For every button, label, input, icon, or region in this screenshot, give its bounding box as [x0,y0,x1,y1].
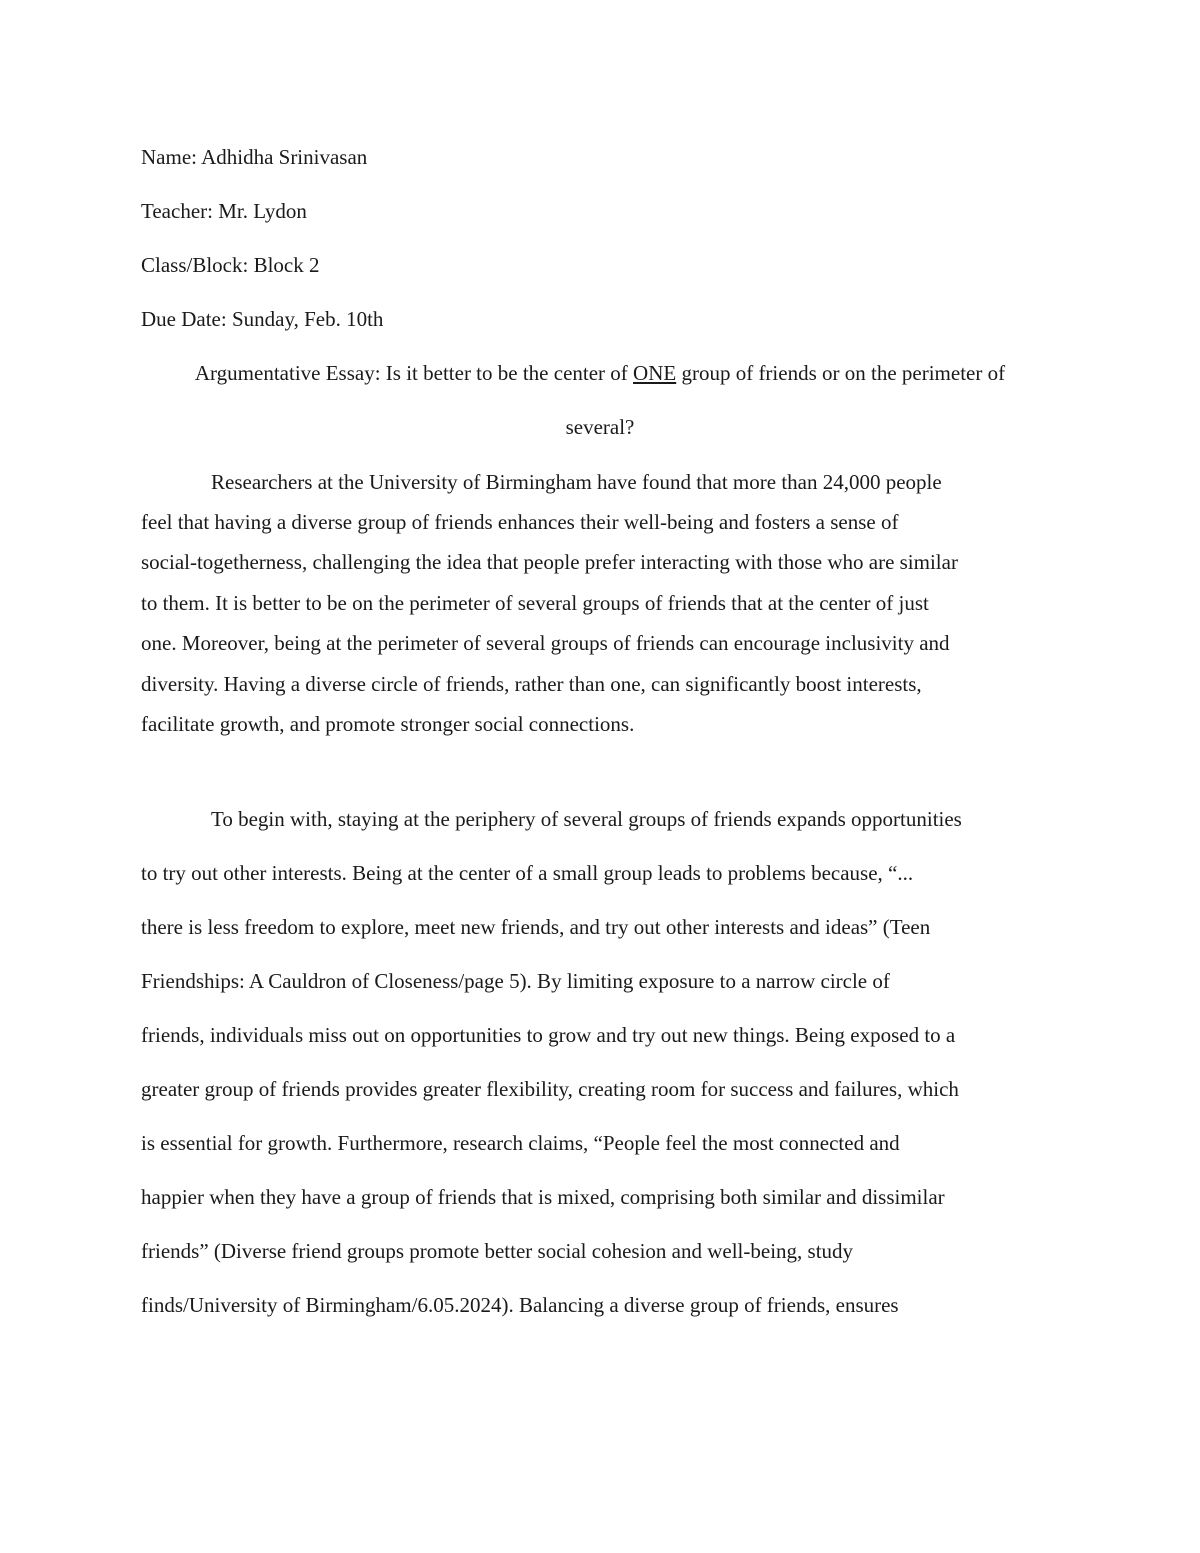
paragraph-line: friends” (Diverse friend groups promote better social cohesion and well-being, study [141,1239,854,1263]
essay-title-line2: several? [565,415,635,439]
paragraph-line: finds/University of Birmingham/6.05.2024). Balancing a diverse group of friends, ensures [141,1293,899,1317]
paragraph-line: facilitate growth, and promote stronger social connections. [141,712,635,736]
paragraph-line: to try out other interests. Being at the center of a small group leads to problems because, “... [141,861,914,885]
paragraph-line: is essential for growth. Furthermore, research claims, “People feel the most connected and [141,1131,900,1155]
paragraph-line: happier when they have a group of friends that is mixed, comprising both similar and dissimilar [141,1185,945,1209]
paragraph-line: greater group of friends provides greater flexibility, creating room for success and failures, which [141,1077,959,1101]
paragraph-line: social-togetherness, challenging the idea that people prefer interacting with those who are similar [141,550,958,574]
paragraph-line: Researchers at the University of Birmingham have found that more than 24,000 people [211,470,942,494]
paragraph-line: to them. It is better to be on the perimeter of several groups of friends that at the center of just [141,591,929,615]
paragraph-line: feel that having a diverse group of friends enhances their well-being and fosters a sense of [141,510,899,534]
paragraph-line: there is less freedom to explore, meet new friends, and try out other interests and ideas” (Teen [141,915,931,939]
paragraph-line: To begin with, staying at the periphery of several groups of friends expands opportunities [211,807,962,831]
essay-title-emphasis: ONE [633,361,677,385]
class-block: Class/Block: Block 2 [141,253,320,277]
paragraph-line: Friendships: A Cauldron of Closeness/page 5). By limiting exposure to a narrow circle of [141,969,890,993]
essay-title-part2: group of friends or on the perimeter of [676,361,1006,385]
essay-title-part1: Argumentative Essay: Is it better to be the center of [194,361,634,385]
student-name: Name: Adhidha Srinivasan [141,145,368,169]
paragraph-line: friends, individuals miss out on opportunities to grow and try out new things. Being exposed to a [141,1023,956,1047]
paragraph-line: diversity. Having a diverse circle of friends, rather than one, can significantly boost interests, [141,672,922,696]
essay-title [0,360,1200,386]
teacher-name: Teacher: Mr. Lydon [141,199,307,223]
due-date: Due Date: Sunday, Feb. 10th [141,307,384,331]
paragraph-line: one. Moreover, being at the perimeter of several groups of friends can encourage inclusivity and [141,631,950,655]
